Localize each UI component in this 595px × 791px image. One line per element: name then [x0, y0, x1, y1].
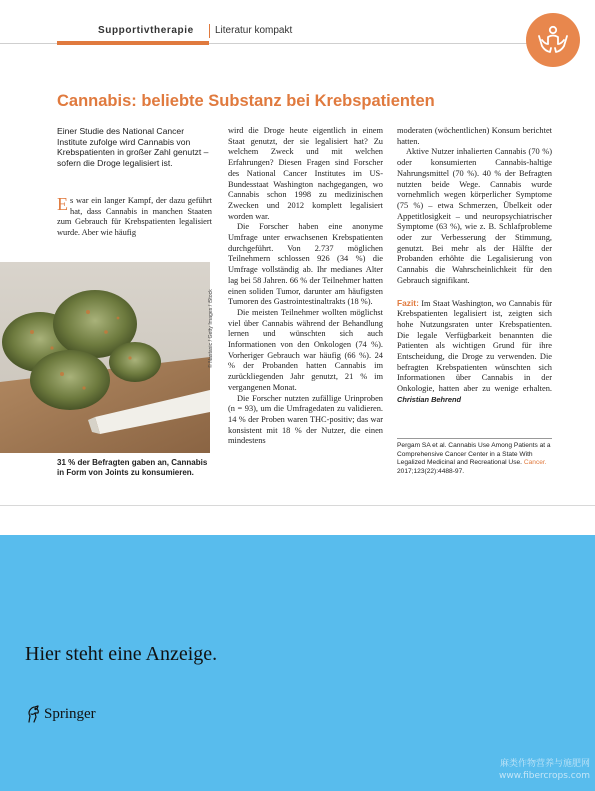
springer-logo — [25, 705, 96, 723]
cannabis-illustration — [0, 262, 210, 453]
conclusion-text: Im Staat Washington, wo Cannabis für Krebspatienten legalisiert ist, zeigten sich hohe Nutzungsraten unter Krebspatienten. Die legale Verfügbarkeit benannten die Patienten als wichtigen Grund für ihre Entscheidung, die Droge zu verwenden. Die befragten Krebspatienten wünschten sich Informationen über Cannabis in der Onkologie, hatten aber zu wenige erhalten. — [397, 298, 552, 394]
photo-credit: © Nastasic / Getty Images / iStock — [208, 289, 214, 368]
conclusion-label: Fazit: — [397, 297, 419, 308]
article-lead: Einer Studie des National Cancer Institute zufolge wird Cannabis von Krebspatienten in großer Zahl genutzt – sofern die Droge legalisiert ist. — [57, 126, 209, 169]
subsection-label: Literatur kompakt — [215, 25, 293, 36]
reference-rule — [397, 438, 552, 439]
hands-care-icon — [535, 22, 571, 58]
paragraph: Aktive Nutzer inhalierten Cannabis (70 %) oder konsumierten Cannabis-haltige Nahrungsmittel (70 %). 40 % der Befragten nutzten beide Wege. Cannabis wurde vornehmlich wegen körperlicher Symptome (75 %) – etwa Schmerzen, Übelkeit oder Appetitlosigkeit – und neuropsychiatrischer Symptome (63 %), wie z. B. Schlafprobleme oder zur Verbesserung der Stimmung, genutzt. Bei mehr als der Hälfte der Probanden erhöhte die Legalisierung von Cannabis die Wahrscheinlichkeit für den Gebrauch signifikant. — [397, 147, 552, 285]
brand-name: Springer — [44, 705, 96, 722]
section-label: Supportivtherapie — [98, 25, 194, 36]
section-divider — [0, 505, 595, 506]
cannabis-photo — [0, 262, 210, 453]
photo-caption: 31 % der Befragten gaben an, Cannabis in Form von Joints zu konsumieren. — [57, 458, 208, 477]
article-title: Cannabis: beliebte Substanz bei Krebspatienten — [57, 92, 435, 110]
advertisement-text: Hier steht eine Anzeige. — [25, 643, 218, 665]
paragraph: Die Forscher nutzten zufällige Urinproben (n = 93), um die Umfragedaten zu validieren. 14 % der Proben waren THC-positiv; das war konsistent mit 18 % der Nutzer, die einen mindestens — [228, 393, 383, 446]
watermark-line: www.fibercrops.com — [499, 771, 590, 781]
paragraph: wird die Droge heute eigentlich in einem Staat genutzt, der sie legalisiert hat? Zu welchem Zweck und mit welchen Erfahrungen? Diesen Fragen sind Forscher des National Cancer Institutes im US-Bundesstaat Washington nachgegangen, wo Cannabis schon 1998 zu medizinischen Zwecken und 2012 komplett legalisiert worden war. — [228, 126, 383, 221]
header-accent-bar — [57, 41, 209, 45]
section-badge — [526, 13, 580, 67]
paragraph: Die meisten Teilnehmer wollten möglichst viel über Cannabis während der Behandlung lernen und wünschten sich auch Informationen von den Onkologen (74 %). Vorheriger Gebrauch war häufig (66 %). 24 % der Probanden hatten Cannabis im zurückliegenden Jahr genutzt, 21 % im vergangenen Monat. — [228, 307, 383, 392]
article-column-2 — [228, 126, 383, 447]
drop-cap: E — [57, 194, 68, 214]
reference — [397, 442, 552, 476]
intro-text: s war ein langer Kampf, der dazu geführt hat, dass Cannabis in manchen Staaten zum Gebrauch für Krebspatienten legalisiert wurde. Aber wie häufig — [57, 196, 212, 238]
springer-horse-icon — [25, 705, 41, 723]
intro-paragraph — [57, 196, 212, 239]
conclusion-paragraph — [397, 298, 552, 406]
header-separator — [209, 24, 210, 38]
author-name: Christian Behrend — [397, 394, 462, 404]
watermark — [470, 758, 590, 782]
watermark-line: 麻类作物营养与施肥网 — [499, 759, 590, 769]
reference-tail: 2017;123(22):4488-97. — [397, 467, 465, 475]
article-column-3 — [397, 126, 552, 406]
reference-text: Pergam SA et al. Cannabis Use Among Patients at a Comprehensive Cancer Center in a State With Legalized Medicinal and Recreational Use. — [397, 442, 551, 467]
paragraph: Die Forscher haben eine anonyme Umfrage unter erwachsenen Krebspatienten durchgeführt. Von 2.737 möglichen Teilnehmern schlossen 926 (34 %) die Umfrage vollständig ab. Ihr medianes Alter lag bei 58 Jahren. 66 % der Teilnehmer hatten einen soliden Tumor, darunter am häufigsten Tumoren des Gastrointestinaltrakts (18 %). — [228, 222, 383, 307]
reference-journal: Cancer. — [523, 459, 547, 467]
paragraph: moderaten (wöchentlichen) Konsum berichtet hatten. — [397, 126, 552, 146]
